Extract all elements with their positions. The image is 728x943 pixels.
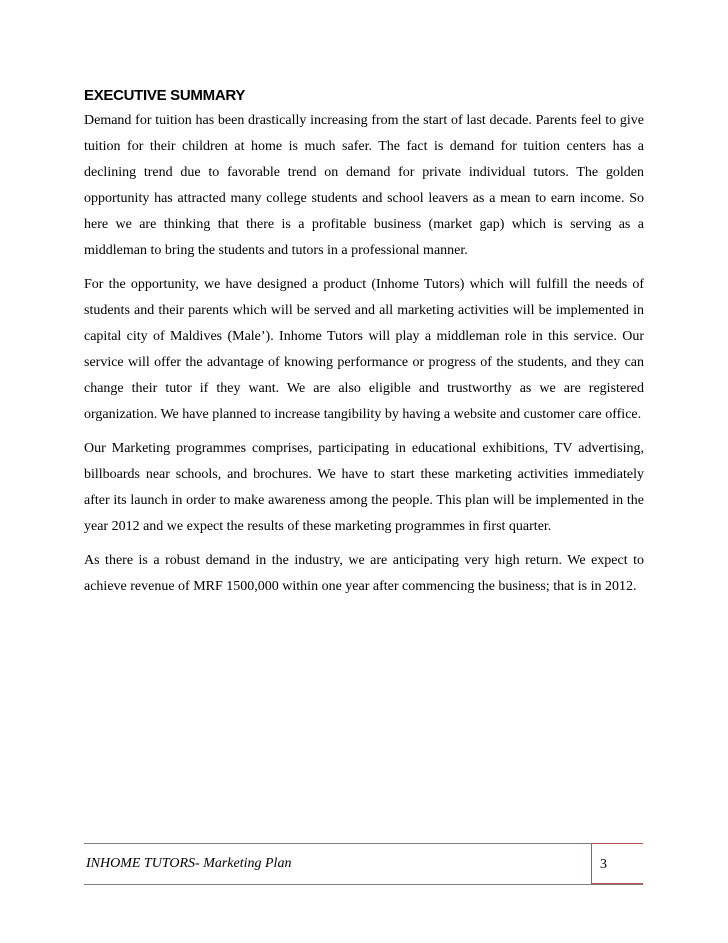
paragraph-3: Our Marketing programmes comprises, participating in educational exhibitions, TV advertising, billboards near schools, and brochures. We have to start these marketing activities immediately after its launch in order to make awareness among the people. This plan will be implemented in the year 2012 and we expect the results of these marketing programmes in first quarter. [84, 441, 644, 534]
footer-title: INHOME TUTORS- Marketing Plan [86, 856, 292, 871]
paragraph-2: For the opportunity, we have designed a product (Inhome Tutors) which will fulfill the needs of students and their parents which will be served and all marketing activities will be implemented in capital city of Maldives (Male’). Inhome Tutors will play a middleman role in this service. Our service will offer the advantage of knowing performance or progress of the students, and they can change their tutor if they want. We are also eligible and trustworthy as we are registered organization. We have planned to increase tangibility by having a website and customer care office. [84, 277, 644, 422]
page-body [84, 86, 644, 608]
paragraph-4: As there is a robust demand in the industry, we are anticipating very high return. We expect to achieve revenue of MRF 1500,000 within one year after commencing the business; that is in 2012. [84, 553, 644, 594]
section-heading: EXECUTIVE SUMMARY [84, 87, 246, 104]
paragraph-1: Demand for tuition has been drastically increasing from the start of last decade. Parents feel to give tuition for their children at home is much safer. The fact is demand for tuition centers has a declining trend due to favorable trend on demand for private individual tutors. The golden opportunity has attracted many college students and school leavers as a mean to earn income. So here we are thinking that there is a profitable business (market gap) which is serving as a middleman to bring the students and tutors in a professional manner. [84, 113, 644, 258]
page-number: 3 [600, 857, 607, 872]
page-number-box [591, 843, 643, 884]
page-footer [84, 843, 643, 885]
